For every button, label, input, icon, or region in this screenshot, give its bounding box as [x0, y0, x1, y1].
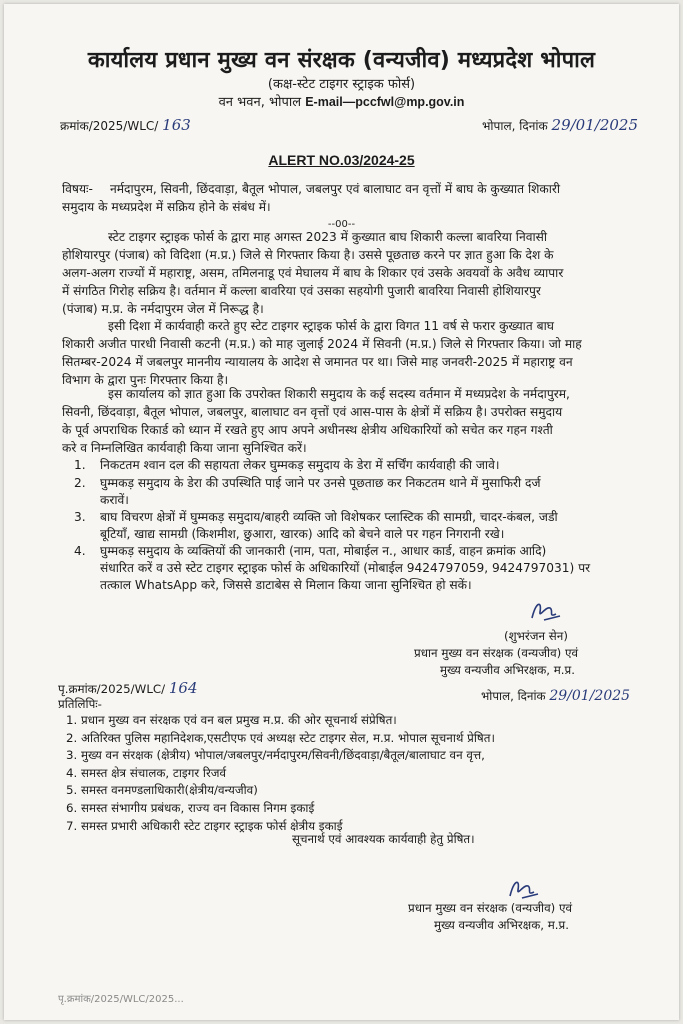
action-item-line: तत्काल WhatsApp करे, जिससे डाटाबेस से मिलान किया जाना सुनिश्चित हो सकें। [100, 578, 472, 592]
copy-list-item: 4. समस्त क्षेत्र संचालक, टाइगर रिजर्व [66, 765, 227, 780]
signatory2-designation-2: मुख्य वन्यजीव अभिरक्षक, म.प्र. [434, 918, 570, 932]
ref-prefix: क्रमांक/2025/WLC/ [60, 119, 159, 133]
paragraph-line: स्टेट टाइगर स्ट्राइक फोर्स के द्वारा माह अगस्त 2023 में कुख्यात बाघ शिकारी कल्ला बावरिया निवासी [108, 230, 548, 244]
paragraph-line: इस कार्यालय को ज्ञात हुआ कि उपरोक्त शिकारी समुदाय के कई सदस्य वर्तमान में मध्यप्रदेश के नर्मदापुरम, [108, 387, 570, 401]
copy-list-item: 5. समस्त वनमण्डलाधिकारी(क्षेत्रीय/वन्यजीव) [66, 783, 258, 798]
copy-ref-number-handwritten: 164 [168, 679, 198, 697]
paragraph-line: इसी दिशा में कार्यवाही करते हुए स्टेट टाइगर स्ट्राइक फोर्स के द्वारा विगत 11 वर्ष से फरार कुख्यात बाघ [108, 319, 554, 333]
paragraph-line: के पूर्व अपराधिक रिकार्ड को ध्यान में रखते हुए आप अपने अधीनस्थ क्षेत्रीय अधिकारियों को सचेत कर गहन गश्ती [62, 423, 553, 437]
copy-date-handwritten: 29/01/2025 [549, 688, 631, 704]
copy-list-item: 6. समस्त संभागीय प्रबंधक, राज्य वन विकास निगम इकाई [66, 801, 315, 815]
copy-list-item: 2. अतिरिक्त पुलिस महानिदेशक,एसटीएफ एवं अध्यक्ष स्टेट टाइगर सेल, म.प्र. भोपाल सूचनार्थ प्रेषित। [66, 730, 495, 745]
subject-line-1: नर्मदापुरम, सिवनी, छिंदवाड़ा, बैतूल भोपाल, जबलपुर एवं बालाघाट वन वृत्तों में बाघ के कुख्यात शिकारी [110, 182, 561, 196]
paragraph-line: अलग-अलग राज्यों में महाराष्ट्र, असम, तमिलनाडू एवं मेघालय में बाघ के शिकार एवं उसके अवयवों के अवैध व्यापार [62, 266, 564, 280]
closing-line: सूचनार्थ एवं आवश्यक कार्यवाही हेतु प्रेषित। [292, 832, 475, 846]
paragraph-line: होशियारपुर (पंजाब) को विदिशा (म.प्र.) जिले से गिरफ्तार किया है। उससे पूछताछ करने पर ज्ञात हुआ कि देश के [62, 248, 554, 262]
action-item-line: संधारित करें व उसे स्टेट टाइगर स्ट्राइक फोर्स के अधिकारियों (मोबाईल 9424797059, 9424797031) पर [100, 561, 591, 575]
action-item-line: घुम्मकड़ समुदाय के व्यक्तियों की जानकारी (नाम, पता, मोबाईल न., आधार कार्ड, वाहन क्रमांक आदि) [100, 544, 547, 558]
paragraph-line: शिकारी अजीत पारधी निवासी कटनी (म.प्र.) को माह जुलाई 2024 में सिवनी (म.प्र.) जिले से गिरफ्तार किया। जो माह [62, 337, 582, 351]
copy-list-item: 1. प्रधान मुख्य वन संरक्षक एवं वन बल प्रमुख म.प्र. की ओर सूचनार्थ संप्रेषित। [66, 713, 397, 727]
office-email: E-mail—pccfwl@mp.gov.in [305, 95, 465, 109]
action-number: 1. [74, 458, 86, 472]
footer-cut-text: पृ.क्रमांक/2025/WLC/2025... [58, 994, 184, 1005]
office-title: कार्यालय प्रधान मुख्य वन संरक्षक (वन्यजीव) मध्यप्रदेश भोपाल [87, 48, 596, 73]
signatory-designation-2: मुख्य वन्यजीव अभिरक्षक, म.प्र. [440, 663, 576, 677]
paragraph-line: में संगठित गिरोह सक्रिय है। वर्तमान में कल्ला बावरिया एवं उसका सहयोगी पुजारी बावरिया निवासी होशियारपुर [62, 284, 541, 298]
action-number: 3. [74, 510, 86, 524]
office-address-line [4, 92, 679, 110]
action-item-line: निकटतम श्वान दल की सहायता लेकर घुम्मकड़ समुदाय के डेरा में सर्चिंग कार्यवाही की जावे। [100, 458, 500, 472]
action-item-line: करावें। [100, 493, 129, 507]
reference-number [60, 116, 191, 134]
subject-separator: --00-- [327, 219, 356, 230]
signature-mark-1 [526, 598, 566, 624]
copy-date-label: भोपाल, दिनांक [481, 689, 546, 703]
copy-date [481, 688, 630, 705]
copy-list-item: 3. मुख्य वन संरक्षक (क्षेत्रीय) भोपाल/जबलपुर/नर्मदापुरम/सिवनी/छिंदवाड़ा/बैतूल/बालाघाट वन वृत्त, [66, 748, 485, 763]
copy-list-item: 7. समस्त प्रभारी अधिकारी स्टेट टाइगर स्ट्राइक फोर्स क्षेत्रीय इकाई [66, 818, 343, 833]
action-item-line: बाघ विचरण क्षेत्रों में घुम्मकड़ समुदाय/बाहरी व्यक्ति जो विशेषकर प्लास्टिक की सामग्री, चादर-कंबल, जडी [100, 510, 558, 524]
paragraph-line: विभाग के द्वारा पुनः गिरफ्तार किया है। [62, 373, 229, 387]
action-item-line: घुम्मकड़ समुदाय के डेरा की उपस्थिति पाई जाने पर उनसे पूछताछ कर निकटतम थाने में मुसाफिरी दर्ज [100, 476, 541, 490]
action-item-line: बूटियाँ, खाद्य सामग्री (किशमीश, छुआरा, खारक) आदि को बेचने वाले पर गहन निगरानी रखे। [100, 527, 505, 541]
document-page [4, 4, 679, 1020]
office-subtitle: (कक्ष-स्टेट टाइगर स्ट्राइक फोर्स) [267, 77, 416, 92]
ref-date-handwritten: 29/01/2025 [551, 116, 638, 134]
paragraph-line: सितम्बर-2024 में जबलपुर माननीय न्यायालय के आदेश से जमानत पर था। जिसे माह जनवरी-2025 में महाराष्ट्र वन [62, 355, 573, 369]
subject-line-2: समुदाय के मध्यप्रदेश में सक्रिय होने के संबंध में। [62, 200, 271, 214]
reference-date [482, 116, 638, 134]
signatory2-designation-1: प्रधान मुख्य वन संरक्षक (वन्यजीव) एवं [408, 901, 573, 915]
action-number: 4. [74, 544, 86, 558]
paragraph-line: सिवनी, छिंदवाड़ा, बैतूल भोपाल, जबलपुर, बालाघाट वन वृत्तों एवं आस-पास के क्षेत्रों में सक्रिय है। उपरोक्त समुदाय [62, 405, 563, 419]
copy-ref-prefix: पृ.क्रमांक/2025/WLC/ [58, 682, 166, 696]
ref-date-label: भोपाल, दिनांक [482, 119, 548, 133]
subject-label: विषयः- [62, 182, 93, 196]
paragraph-line: करे व निम्नलिखित कार्यवाही किया जाना सुनिश्चित करें। [62, 441, 307, 455]
ref-number-handwritten: 163 [162, 116, 191, 134]
signatory-designation-1: प्रधान मुख्य वन संरक्षक (वन्यजीव) एवं [414, 646, 579, 660]
alert-title: ALERT NO.03/2024-25 [268, 152, 415, 168]
copy-label: प्रतिलिपिः- [58, 697, 102, 711]
office-address: वन भवन, भोपाल [218, 95, 302, 110]
paragraph-line: (पंजाब) म.प्र. के नर्मदापुरम जेल में निरूद्ध है। [62, 302, 264, 316]
signatory-name: (शुभरंजन सेन) [504, 629, 568, 643]
signature-mark-2 [504, 876, 544, 902]
action-number: 2. [74, 476, 86, 490]
